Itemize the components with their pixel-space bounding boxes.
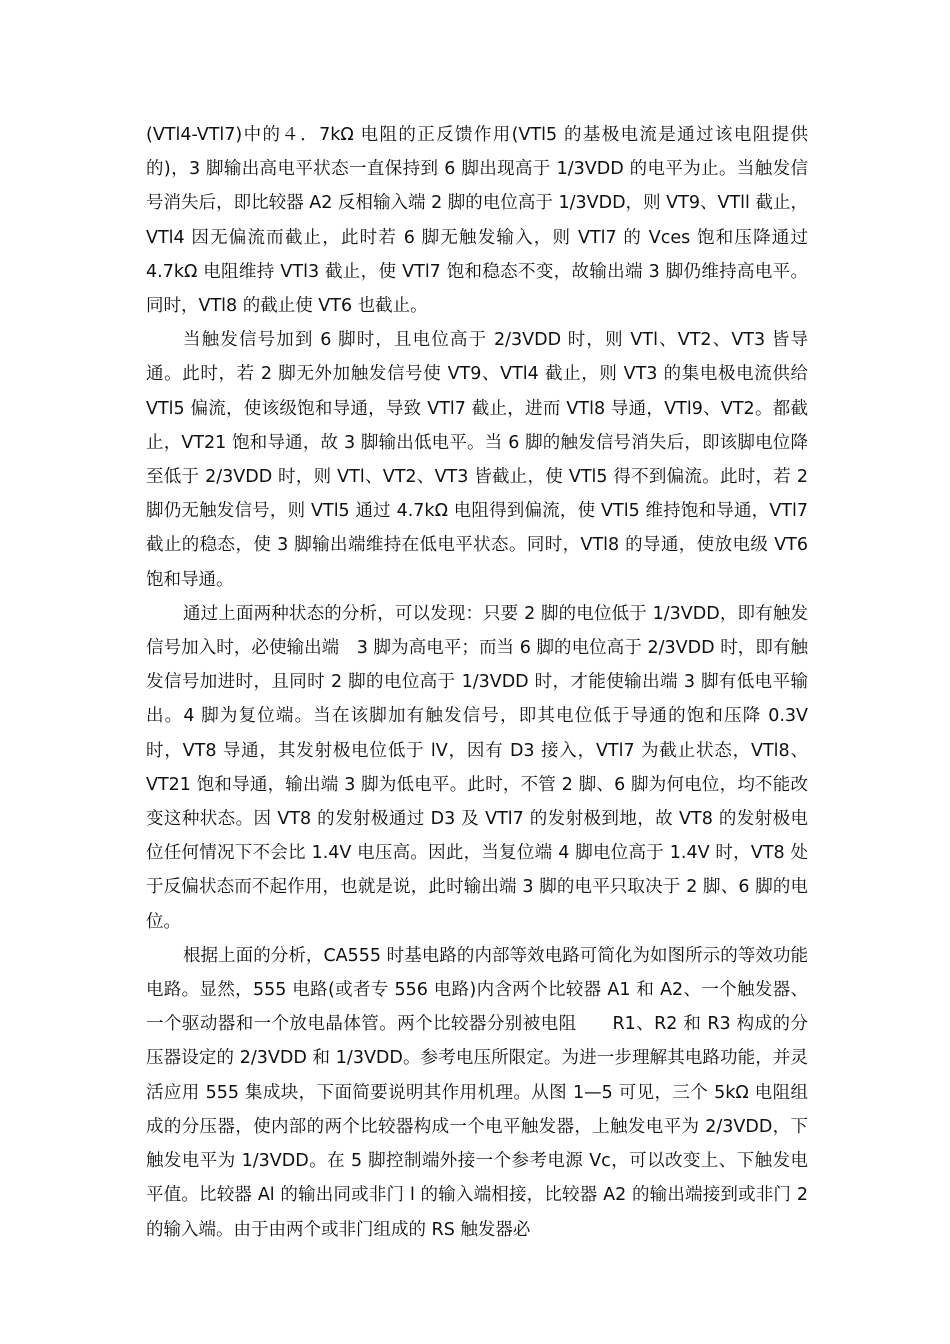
paragraph-4: 根据上面的分析，CA555 时基电路的内部等效电路可简化为如图所示的等效功能电路。显然，555 电路(或者专 556 电路)内含两个比较器 A1 和 A2、一个触发器、一个驱动器和一个放电晶体管。两个比较器分别被电阻 R1、R2 和 R3 构成的分压器设定的 2/3VDD 和 1/3VDD。参考电压所限定。为进一步理解其电路功能，并灵活应用 555 集成块，下面简要说明其作用机理。从图 1—5 可见，三个 5kΩ 电阻组成的分压器，使内部的两个比较器构成一个电平触发器，上触发电平为 2/3VDD，下触发电平为 1/3VDD。在 5 脚控制端外接一个参考电源 Vc，可以改变上、下触发电平值。比较器 Al 的输出同或非门 l 的输入端相接，比较器 A2 的输出端接到或非门 2 的输入端。由于由两个或非门组成的 RS 触发器必 xyxy=(146,945,808,1240)
paragraph-1: (VTl4-VTl7)中的４．7kΩ 电阻的正反馈作用(VTl5 的基极电流是通过该电阻提供的)，3 脚输出高电平状态一直保持到 6 脚出现高于 1/3VDD 的电平为止。当触发信号消失后，即比较器 A2 反相输入端 2 脚的电位高于 1/3VDD，则 VT9、VTll 截止，VTl4 因无偏流而截止，此时若 6 脚无触发输入，则 VTl7 的 Vces 饱和压降通过 4.7kΩ 电阻维持 VTl3 截止，使 VTl7 饱和稳态不变，故输出端 3 脚仍维持高电平。同时，VTl8 的截止使 VT6 也截止。 xyxy=(146,125,808,317)
paragraph-3: 通过上面两种状态的分析，可以发现：只要 2 脚的电位低于 1/3VDD，即有触发信号加入时，必使输出端 3 脚为高电平；而当 6 脚的电位高于 2/3VDD 时，即有触发信号加进时，且同时 2 脚的电位高于 1/3VDD 时，才能使输出端 3 脚有低电平输出。4 脚为复位端。当在该脚加有触发信号，即其电位低于导通的饱和压降 0.3V 时，VT8 导通，其发射极电位低于 lV，因有 D3 接入，VTl7 为截止状态，VTl8、VT21 饱和导通，输出端 3 脚为低电平。此时，不管 2 脚、6 脚为何电位，均不能改变这种状态。因 VT8 的发射极通过 D3 及 VTl7 的发射极到地，故 VT8 的发射极电位任何情况下不会比 1.4V 电压高。因此，当复位端 4 脚电位高于 1.4V 时，VT8 处于反偏状态而不起作用，也就是说，此时输出端 3 脚的电平只取决于 2 脚、6 脚的电位。 xyxy=(146,603,808,932)
body-text xyxy=(146,118,808,1247)
paragraph-2: 当触发信号加到 6 脚时，且电位高于 2/3VDD 时，则 VTl、VT2、VT3 皆导通。此时，若 2 脚无外加触发信号使 VT9、VTl4 截止，则 VT3 的集电极电流供给 VTl5 偏流，使该级饱和导通，导致 VTl7 截止，进而 VTl8 导通，VTl9、VT2。都截止，VT21 饱和导通，故 3 脚输出低电平。当 6 脚的触发信号消失后，即该脚电位降至低于 2/3VDD 时，则 VTl、VT2、VT3 皆截止，使 VTl5 得不到偏流。此时，若 2 脚仍无触发信号，则 VTl5 通过 4.7kΩ 电阻得到偏流，使 VTl5 维持饱和导通，VTl7 截止的稳态，使 3 脚输出端维持在低电平状态。同时，VTl8 的导通，使放电级 VT6 饱和导通。 xyxy=(146,330,808,590)
